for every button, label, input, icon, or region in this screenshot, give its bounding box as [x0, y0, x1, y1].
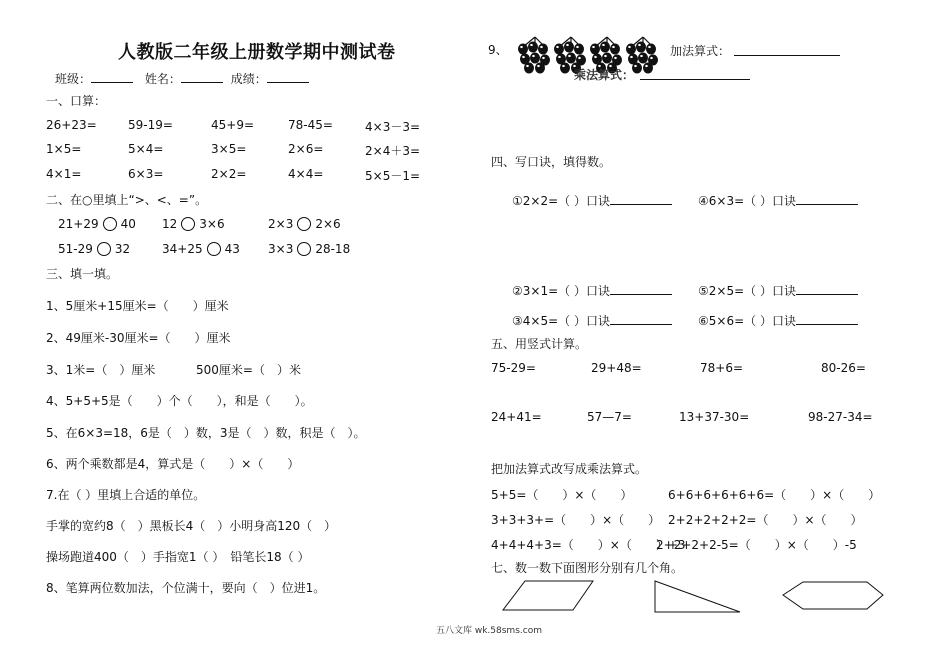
vertical-calc-item: 78+6= [700, 361, 744, 375]
section3-heading: 三、填一填。 [46, 267, 119, 281]
vertical-calc-item: 75-29= [491, 361, 536, 375]
parallelogram-shape [503, 581, 593, 610]
oral-calc-item: 5×4= [128, 142, 164, 156]
compare-right: 2×6 [315, 217, 341, 231]
compare-circle[interactable] [97, 242, 111, 256]
rewrite-item: 2+2+2+2-5=（ ）×（ ）-5 [656, 538, 857, 552]
oral-calc-item: 45+9= [211, 118, 255, 132]
rewrite-item: 6+6+6+6+6+6=（ ）×（ ） [668, 488, 881, 502]
q2: 2、49厘米-30厘米=（ ）厘米 [46, 331, 231, 345]
q3b: 500厘米=（ ）米 [196, 363, 301, 377]
footer: 五八文库 wk.58sms.com [436, 626, 542, 636]
q3a: 3、1米=（ ）厘米 [46, 363, 156, 377]
oral-calc-item: 4×1= [46, 167, 82, 181]
oral-calc-item: 2×2= [211, 167, 247, 181]
rhyme-item [698, 312, 858, 329]
oral-calc-item: 26+23= [46, 118, 97, 132]
q1: 1、5厘米+15厘米=（ ）厘米 [46, 299, 229, 313]
q5: 5、在6×3=18，6是（ ）数，3是（ ）数，积是（ ）。 [46, 426, 366, 440]
vertical-calc-item: 13+37-30= [679, 410, 750, 424]
rewrite-item: 2+2+2+2+2=（ ）×（ ） [668, 513, 863, 527]
class-blank[interactable] [91, 70, 133, 83]
vertical-calc-item: 57—7= [587, 410, 632, 424]
triangle-shape [655, 581, 740, 612]
rhyme-blank[interactable] [610, 312, 672, 325]
q4: 4、5+5+5是（ ）个（ ），和是（ ）。 [46, 394, 313, 408]
rhyme-expr: ⑥5×6=（ ）口诀 [698, 314, 796, 328]
q6: 6、两个乘数都是4，算式是（ ）×（ ） [46, 457, 300, 471]
rhyme-item [698, 282, 858, 299]
rewrite-item: 5+5=（ ）×（ ） [491, 488, 633, 502]
compare-item [58, 242, 130, 256]
section4-heading: 四、写口诀，填得数。 [491, 155, 612, 169]
compare-item [268, 242, 350, 256]
oral-calc-item: 59-19= [128, 118, 173, 132]
compare-item [58, 217, 136, 231]
cherry-bunch-icon [516, 35, 554, 75]
q7: 7.在（ ）里填上合适的单位。 [46, 488, 206, 502]
name-blank[interactable] [181, 70, 223, 83]
rhyme-item [698, 192, 858, 209]
rhyme-expr: ①2×2=（ ）口诀 [512, 194, 610, 208]
compare-circle[interactable] [297, 242, 311, 256]
compare-left: 51-29 [58, 242, 93, 256]
section6-heading: 把加法算式改写成乘法算式。 [491, 462, 648, 476]
compare-right: 40 [120, 217, 136, 231]
vertical-calc-item: 29+48= [591, 361, 642, 375]
oral-calc-item: 1×5= [46, 142, 82, 156]
shapes [495, 577, 895, 617]
section5-heading: 五、用竖式计算。 [491, 337, 588, 351]
oral-calc-item: 3×5= [211, 142, 247, 156]
compare-left: 34+25 [162, 242, 203, 256]
oral-calc-item: 6×3= [128, 167, 164, 181]
rhyme-blank[interactable] [610, 192, 672, 205]
compare-left: 3×3 [268, 242, 294, 256]
oral-calc-item: 2×6= [288, 142, 324, 156]
class-label: 班级： [55, 72, 92, 86]
oral-calc-item: 2×4＋3= [365, 144, 421, 158]
page-title: 人教版二年级上册数学期中测试卷 [118, 42, 396, 63]
rhyme-item [512, 282, 672, 299]
q7a: 手掌的宽约8（ ）黑板长4（ ）小明身高120（ ） [46, 519, 337, 533]
oral-calc-item: 5×5－1= [365, 169, 421, 183]
rhyme-blank[interactable] [796, 312, 858, 325]
compare-right: 3×6 [199, 217, 225, 231]
compare-circle[interactable] [207, 242, 221, 256]
rhyme-expr: ③4×5=（ ）口诀 [512, 314, 610, 328]
rhyme-expr: ⑤2×5=（ ）口诀 [698, 284, 796, 298]
vertical-calc-item: 80-26= [821, 361, 866, 375]
compare-item [162, 217, 225, 231]
section2-heading: 二、在○里填上“>、<、=”。 [46, 193, 208, 207]
q9-addition-label: 加法算式： [670, 44, 731, 58]
oral-calc-item: 4×4= [288, 167, 324, 181]
compare-right: 28-18 [315, 242, 351, 256]
compare-right: 32 [114, 242, 131, 256]
q7b: 操场跑道400（ ）手指宽1（ ） 铅笔长18（ ） [46, 550, 310, 564]
q9-multiplication-blank[interactable] [640, 67, 750, 80]
section7-heading: 七、数一数下面图形分别有几个角。 [491, 561, 684, 575]
score-label: 成绩： [230, 72, 267, 86]
oral-calc-item: 4×3－3= [365, 120, 421, 134]
compare-circle[interactable] [103, 217, 117, 231]
compare-right: 43 [224, 242, 240, 256]
rhyme-item [512, 192, 672, 209]
q9-number: 9、 [488, 43, 508, 57]
rewrite-item: 4+4+4+3=（ ）×（ ）+3 [491, 538, 686, 552]
q9-multiplication-label: 乘法算式： [574, 68, 635, 82]
rhyme-expr: ④6×3=（ ）口诀 [698, 194, 796, 208]
rhyme-blank[interactable] [796, 282, 858, 295]
compare-left: 12 [162, 217, 178, 231]
name-label: 姓名： [144, 72, 181, 86]
compare-left: 21+29 [58, 217, 99, 231]
rhyme-item [512, 312, 672, 329]
q8: 8、笔算两位数加法，个位满十，要向（ ）位进1。 [46, 581, 326, 595]
section1-heading: 一、口算： [46, 94, 107, 108]
score-blank[interactable] [267, 70, 309, 83]
student-info [55, 70, 309, 87]
q9-addition-blank[interactable] [734, 43, 840, 56]
compare-item [268, 217, 341, 231]
compare-circle[interactable] [181, 217, 195, 231]
hexagon-shape [783, 582, 883, 609]
oral-calc-item: 78-45= [288, 118, 333, 132]
compare-item [162, 242, 240, 256]
rhyme-blank[interactable] [796, 192, 858, 205]
compare-left: 2×3 [268, 217, 294, 231]
compare-circle[interactable] [297, 217, 311, 231]
vertical-calc-item: 24+41= [491, 410, 542, 424]
rhyme-blank[interactable] [610, 282, 672, 295]
rewrite-item: 3+3+3+=（ ）×（ ） [491, 513, 661, 527]
vertical-calc-item: 98-27-34= [808, 410, 873, 424]
rhyme-expr: ②3×1=（ ）口诀 [512, 284, 610, 298]
